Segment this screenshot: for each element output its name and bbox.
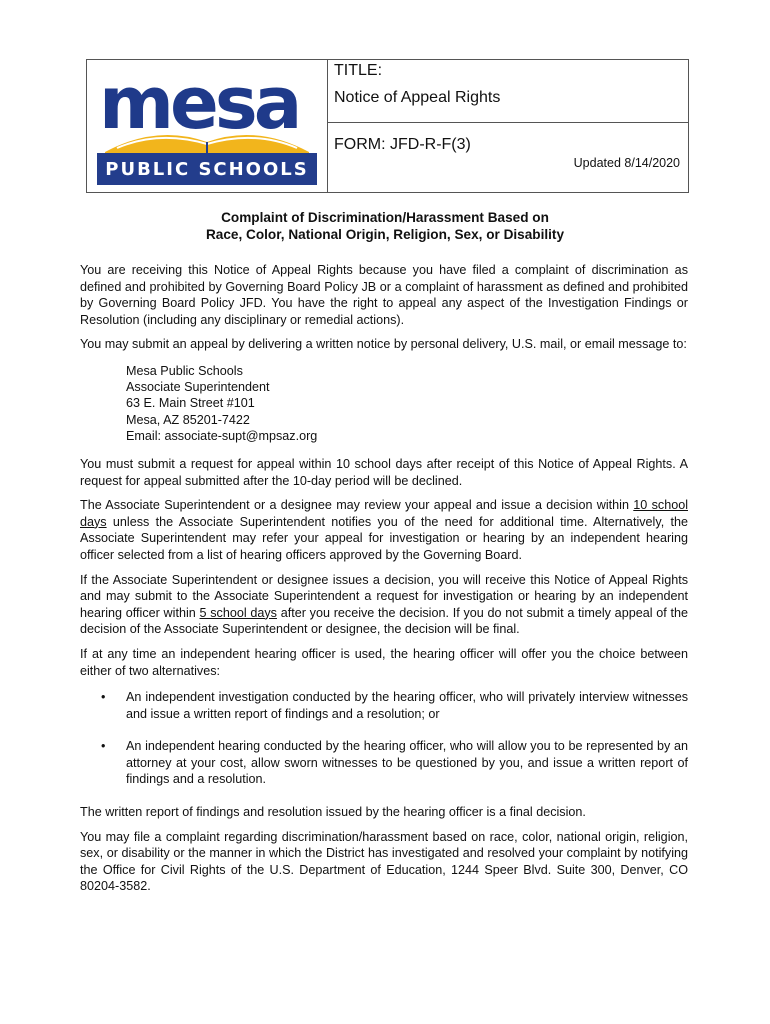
heading-line-1: Complaint of Discrimination/Harassment Based on xyxy=(221,210,549,225)
title-value: Notice of Appeal Rights xyxy=(334,89,501,106)
updated-date: Updated 8/14/2020 xyxy=(573,156,680,170)
logo-subtitle: PUBLIC SCHOOLS xyxy=(97,153,317,185)
title-label: TITLE: xyxy=(334,62,383,79)
header-table xyxy=(86,59,689,193)
paragraph-submit: You may submit an appeal by delivering a written notice by personal delivery, U.S. mail, or email message to: xyxy=(80,337,687,352)
list-item: • An independent investigation conducted by the hearing officer, who will privately interview witnesses and issue a written report of findings and a resolution; or xyxy=(101,690,688,721)
paragraph-decision: If the Associate Superintendent or designee issues a decision, you will receive this Notice of Appeal Rights and may submit to the Associate Superintendent a request for investigation or hearing by an independent hearing officer within 5 school days after you receive the decision. If you do not submit a timely appeal of the decision of the Associate Superintendent or designee, the decision will be final. xyxy=(80,572,688,637)
paragraph-final-decision: The written report of findings and resolution issued by the hearing officer is a final decision. xyxy=(80,805,586,820)
underlined-5-school-days: 5 school days xyxy=(199,605,277,620)
address-line: Associate Superintendent xyxy=(126,380,270,395)
paragraph-review: The Associate Superintendent or a designee may review your appeal and issue a decision within 10 school days unless the Associate Superintendent notifies you of the need for additional time. Alternatively, the Associate Superintendent may refer your appeal for investigation or hearing by an independent hearing officer selected from a list of hearing officers approved by the Governing Board. xyxy=(80,498,688,562)
form-number: FORM: JFD-R-F(3) xyxy=(334,136,471,153)
alternatives-list xyxy=(80,689,688,788)
paragraph-deadline: You must submit a request for appeal within 10 school days after receipt of this Notice of Appeal Rights. A request for appeal submitted after the 10-day period will be declined. xyxy=(80,456,688,488)
paragraph-intro: You are receiving this Notice of Appeal Rights because you have filed a complaint of discrimination as defined and prohibited by Governing Board Policy JB or a complaint of harassment as defined and prohibited by Governing Board Policy JFD. You have the right to appeal any aspect of the Investigation Findings or Resolution (including any disciplinary or remedial actions). xyxy=(80,263,688,327)
underlined-10-school-days: 10 school days xyxy=(80,498,688,529)
paragraph-hearing-officer: If at any time an independent hearing officer is used, the hearing officer will offer you the choice between either of two alternatives: xyxy=(80,646,688,678)
bullet-icon: • xyxy=(101,739,106,754)
title-row xyxy=(328,60,688,123)
logo-cell xyxy=(87,60,327,192)
address-line: Mesa, AZ 85201-7422 xyxy=(126,412,250,427)
meta-cell xyxy=(327,60,688,192)
address-line: 63 E. Main Street #101 xyxy=(126,396,255,411)
logo-word: mesa xyxy=(99,68,299,145)
paragraph-ocr: You may file a complaint regarding discrimination/harassment based on race, color, national origin, religion, sex, or disability or the manner in which the District has investigated and resolved your complaint by notifying the Office for Civil Rights of the U.S. Department of Education, 1244 Speer Blvd. Suite 300, Denver, CO 80204-3582. xyxy=(80,829,688,894)
document-heading xyxy=(80,209,690,243)
address-line: Mesa Public Schools xyxy=(126,363,243,378)
heading-line-2: Race, Color, National Origin, Religion, Sex, or Disability xyxy=(205,227,565,242)
list-item: • An independent hearing conducted by the hearing officer, who will allow you to be represented by an attorney at your cost, allow sworn witnesses to be questioned by you, and issue a written report of findings and a resolution. xyxy=(101,739,688,787)
address-email: Email: associate-supt@mpsaz.org xyxy=(126,428,318,443)
form-row xyxy=(328,123,688,192)
mesa-logo xyxy=(97,68,317,154)
bullet-icon: • xyxy=(101,690,106,705)
document-body xyxy=(80,262,688,903)
address-block xyxy=(126,363,688,444)
